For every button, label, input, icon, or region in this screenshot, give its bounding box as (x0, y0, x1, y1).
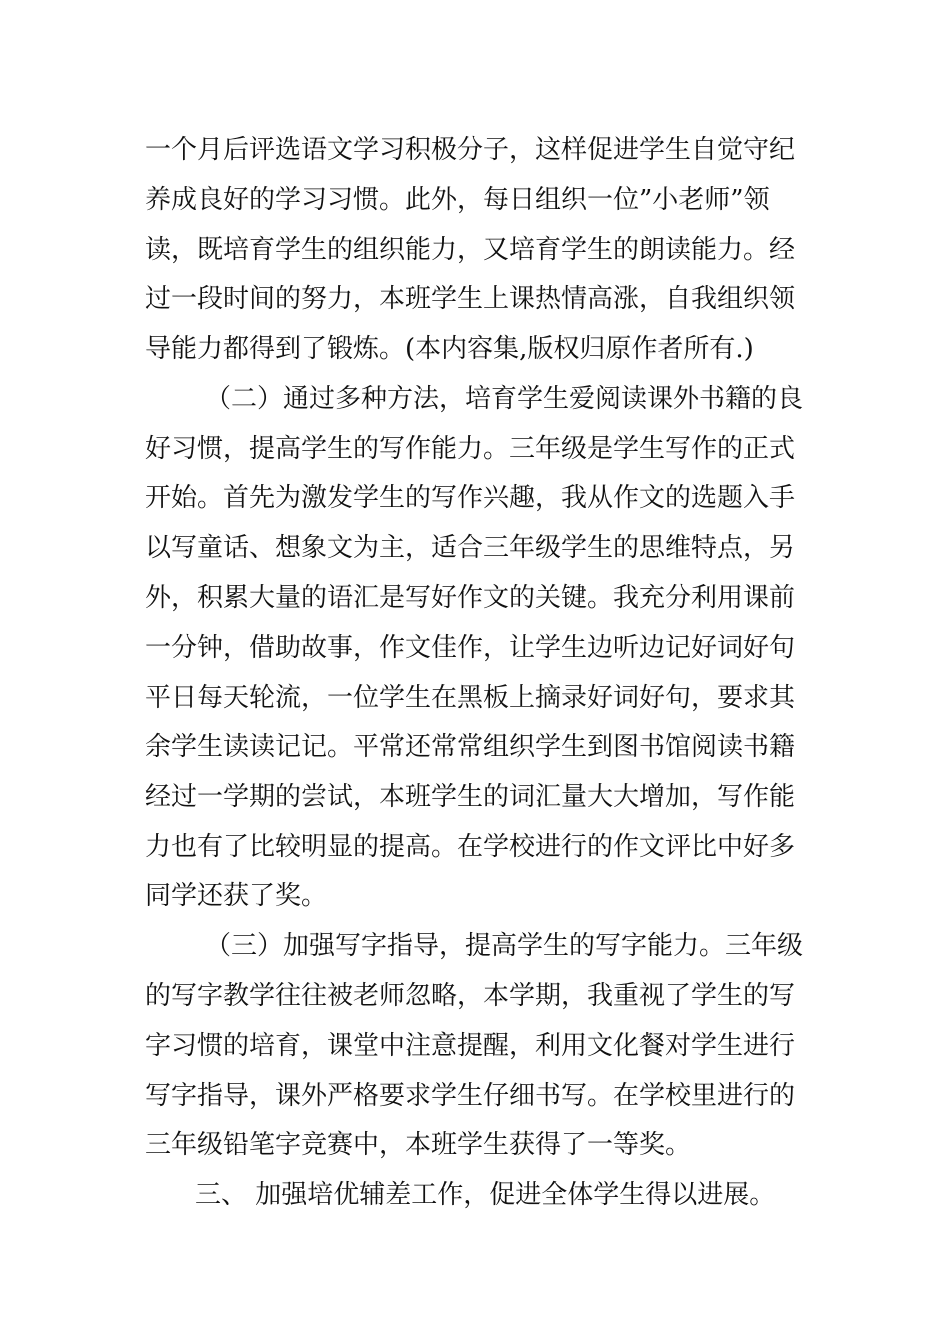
text-line: 经过一学期的尝试，本班学生的词汇量大大增加，写作能 (145, 782, 796, 812)
text-line: 一分钟，借助故事，作文佳作，让学生边听边记好词好句 (145, 633, 796, 663)
text-line: 平日每天轮流，一位学生在黑板上摘录好词好句，要求其 (145, 683, 796, 713)
paragraph-heading-3: （三）加强写字指导，提高学生的写字能力。三年级 (205, 931, 804, 961)
text-line: 力也有了比较明显的提高。在学校进行的作文评比中好多 (145, 832, 796, 862)
text-line: 以写童话、想象文为主，适合三年级学生的思维特点，另 (145, 533, 796, 563)
text-line: 三年级铅笔字竞赛中，本班学生获得了一等奖。 (145, 1130, 692, 1160)
text-line: 余学生读读记记。平常还常常组织学生到图书馆阅读书籍 (145, 732, 796, 762)
text-line: 写字指导，课外严格要求学生仔细书写。在学校里进行的 (145, 1081, 796, 1111)
text-line: 读，既培育学生的组织能力，又培育学生的朗读能力。经 (145, 235, 796, 265)
text-line: 过一段时间的努力，本班学生上课热情高涨，自我组织领 (145, 284, 796, 314)
text-line: 同学还获了奖。 (145, 881, 328, 911)
text-line: 好习惯，提高学生的写作能力。三年级是学生写作的正式 (145, 434, 796, 464)
text-line: 开始。首先为激发学生的写作兴趣，我从作文的选题入手 (145, 483, 796, 513)
text-line: 的写字教学往往被老师忽略，本学期，我重视了学生的写 (145, 981, 796, 1011)
text-line: 一个月后评选语文学习积极分子，这样促进学生自觉守纪 (145, 135, 796, 165)
paragraph-heading-2: （二）通过多种方法，培育学生爱阅读课外书籍的良 (205, 384, 804, 414)
text-line: 养成良好的学习习惯。此外，每日组织一位”小老师”领 (145, 185, 770, 215)
text-line: 导能力都得到了锻炼。(本内容集,版权归原作者所有.) (145, 334, 754, 364)
text-line: 外，积累大量的语汇是写好作文的关键。我充分利用课前 (145, 583, 796, 613)
text-line: 字习惯的培育，课堂中注意提醒，利用文化餐对学生进行 (145, 1031, 796, 1061)
section-heading: 三、 加强培优辅差工作，促进全体学生得以进展。 (195, 1180, 776, 1210)
